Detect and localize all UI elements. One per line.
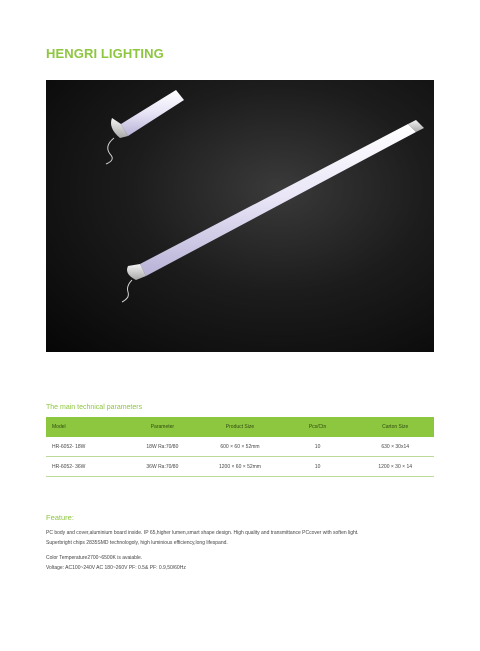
col-header-carton-size: Carton Size [356,417,434,437]
params-section-title: The main technical parameters [46,404,143,411]
cell-model: HR-6052- 18W [46,437,124,457]
col-header-parameter: Parameter [124,417,202,437]
cell-carton-size: 1200 × 30 × 14 [356,457,434,477]
col-header-model: Model [46,417,124,437]
table-row [46,437,434,457]
brand-title: HENGRI LIGHTING [46,46,164,61]
col-header-pcs-ctn: Pcs/Ctn [279,417,357,437]
cell-product-size: 1200 × 60 × 52mm [201,457,279,477]
cell-pcs-ctn: 10 [279,437,357,457]
feature-line-3: Color Temperature2700~6500K is avaiable. [46,555,143,561]
cell-parameter: 18W Ra:70/80 [124,437,202,457]
technical-parameters-table [46,417,434,477]
product-photo [46,80,434,352]
feature-line-4: Voltage: AC100~240V AC 180~260V PF: 0.5& PF: 0.9,50/60Hz [46,565,186,571]
cell-product-size: 600 × 60 × 52mm [201,437,279,457]
cell-carton-size: 630 × 30x14 [356,437,434,457]
cell-parameter: 36W Ra:70/80 [124,457,202,477]
table-row [46,457,434,477]
inset-tube [106,90,184,164]
table-header-row [46,417,434,437]
main-tube [122,120,424,302]
feature-line-1: PC body and cover,aluminium board inside. IP 65,higher lumen,smart shape design. High quality and transmittance PCcover with soften light. [46,530,359,536]
cell-model: HR-6052- 36W [46,457,124,477]
cell-pcs-ctn: 10 [279,457,357,477]
feature-section-title: Feature: [46,513,74,522]
feature-line-2: Superbright chips 2835SMD technologoly, high luminious efficiency,long lifespand. [46,540,228,546]
col-header-product-size: Product Size [201,417,279,437]
led-tube-illustration [46,80,434,352]
